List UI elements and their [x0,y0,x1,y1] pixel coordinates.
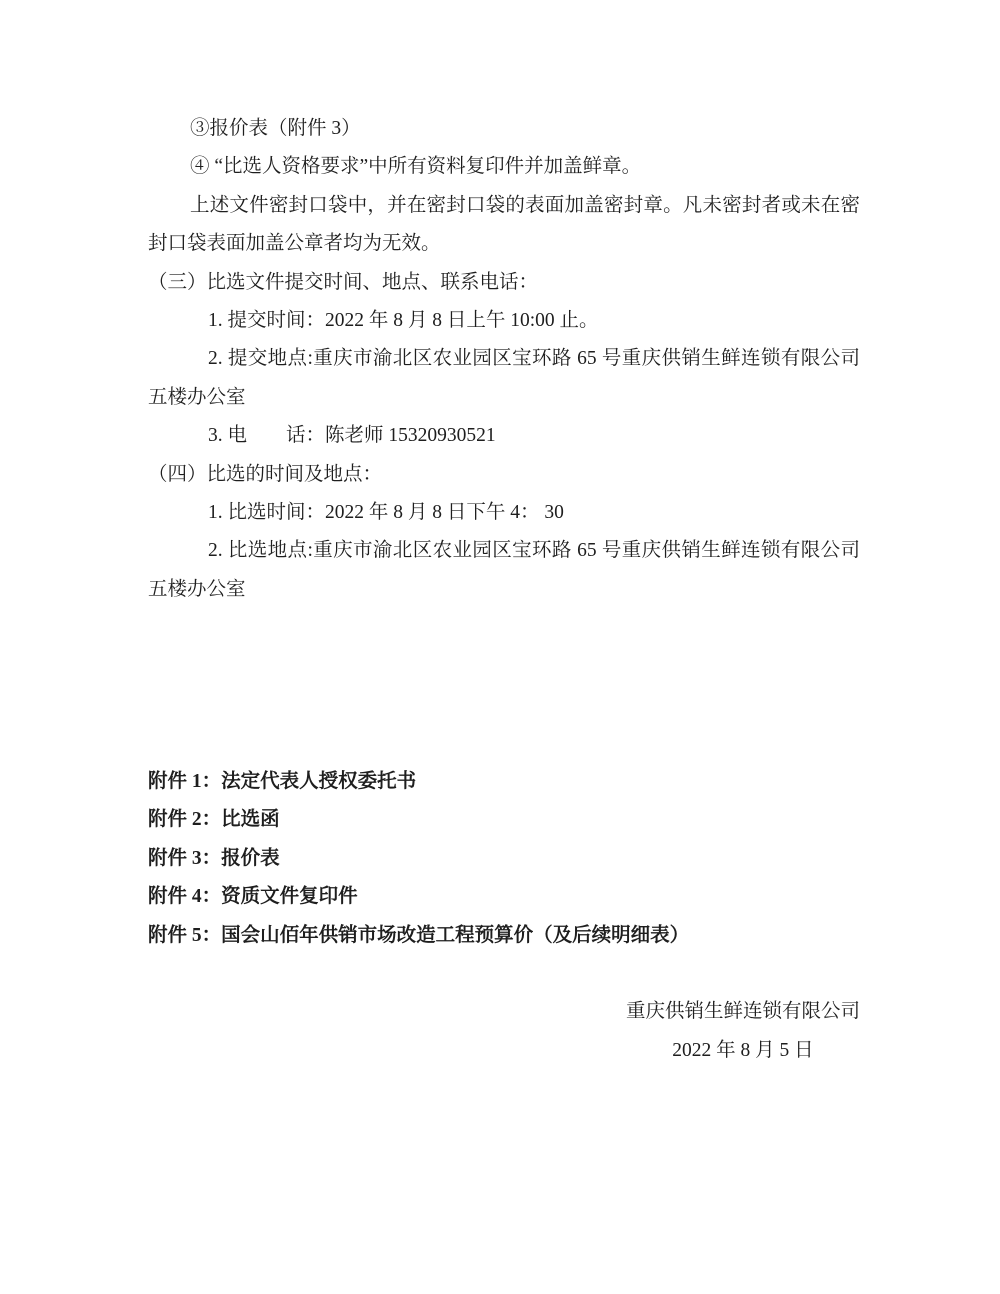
body-line-phone: 3. 电 话：陈老师 15320930521 [208,425,496,447]
body-line-bixuan-time: 1. 比选时间：2022 年 8 月 8 日下午 4： 30 [208,502,564,524]
section-heading-3: （三）比选文件提交时间、地点、联系电话： [148,271,539,293]
signature-date: 2022 年 8 月 5 日 [672,1039,814,1061]
body-line-item-4: ④ “比选人资格要求”中所有资料复印件并加盖鲜章。 [190,156,642,178]
signature-block [626,993,860,1070]
attachment-line-1: 附件 1：法定代表人授权委托书 [148,770,417,792]
attachment-line-3: 附件 3：报价表 [148,847,280,869]
attachment-line-2: 附件 2：比选函 [148,809,280,831]
attachment-list [148,763,860,955]
section-heading-4: （四）比选的时间及地点： [148,463,383,485]
body-line-sealing-note-2: 封口袋表面加盖公章者均为无效。 [148,233,441,255]
vertical-gap [148,955,860,993]
body-line-bixuan-place-1: 2. 比选地点:重庆市渝北区农业园区宝环路 65 号重庆供销生鲜连锁有限公司 [208,540,860,562]
body-line-submit-place-1: 2. 提交地点:重庆市渝北区农业园区宝环路 65 号重庆供销生鲜连锁有限公司 [208,348,860,370]
body-line-submit-place-2: 五楼办公室 [148,386,246,408]
body-line-submit-time: 1. 提交时间：2022 年 8 月 8 日上午 10:00 止。 [208,310,599,332]
body-line-sealing-note-1: 上述文件密封口袋中，并在密封口袋的表面加盖密封章。凡未密封者或未在密 [190,194,860,216]
body-line-bixuan-place-2: 五楼办公室 [148,578,246,600]
vertical-gap [148,609,860,763]
body-line-item-3: ③报价表（附件 3） [190,118,361,139]
attachment-line-5: 附件 5：国会山佰年供销市场改造工程预算价（及后续明细表） [148,924,690,946]
attachment-line-4: 附件 4：资质文件复印件 [148,886,358,908]
signature-company-name: 重庆供销生鲜连锁有限公司 [625,1001,860,1023]
